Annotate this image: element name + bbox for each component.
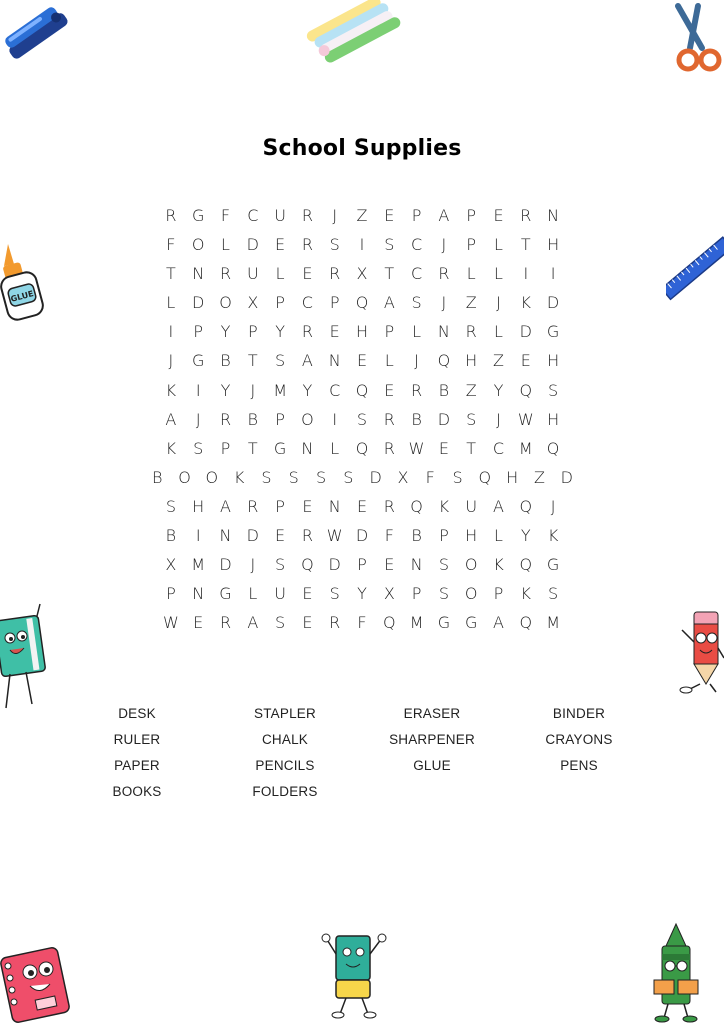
grid-letter: F bbox=[220, 206, 231, 225]
grid-letter: P bbox=[275, 496, 285, 516]
grid-letter: T bbox=[166, 264, 176, 284]
grid-letter: P bbox=[466, 206, 477, 225]
ruler-icon bbox=[666, 235, 724, 307]
grid-letter: A bbox=[247, 613, 259, 633]
grid-letter: J bbox=[250, 555, 256, 575]
glue-bottle-icon bbox=[0, 242, 46, 322]
grid-letter: D bbox=[328, 555, 341, 575]
word-list-item: SHARPENER bbox=[389, 732, 475, 747]
grid-letter: Z bbox=[465, 380, 477, 400]
word-list-item: BINDER bbox=[552, 706, 606, 721]
grid-letter: Q bbox=[355, 380, 369, 400]
grid-letter: R bbox=[329, 613, 341, 633]
grid-letter: R bbox=[383, 409, 395, 429]
grid-letter: X bbox=[356, 264, 368, 284]
grid-letter: P bbox=[439, 526, 449, 546]
grid-letter: N bbox=[328, 496, 341, 516]
crayon-character-icon bbox=[648, 922, 704, 1024]
grid-letter: Y bbox=[357, 584, 367, 604]
grid-letter: Z bbox=[465, 293, 477, 313]
grid-letter: Q bbox=[355, 438, 369, 458]
grid-row bbox=[0, 259, 724, 288]
grid-letter: X bbox=[247, 293, 259, 313]
grid-letter: D bbox=[192, 293, 205, 313]
grid-letter: P bbox=[275, 293, 285, 313]
grid-letter: R bbox=[329, 264, 341, 284]
grid-letter: P bbox=[329, 293, 340, 313]
grid-letter: Q bbox=[301, 555, 314, 575]
word-list-item: STAPLER bbox=[254, 706, 316, 721]
grid-letter: D bbox=[355, 526, 369, 546]
grid-letter: A bbox=[165, 409, 177, 429]
word-list-item: FOLDERS bbox=[252, 784, 318, 799]
grid-letter: O bbox=[464, 584, 478, 604]
grid-letter: D bbox=[219, 555, 232, 575]
grid-letter: L bbox=[412, 322, 422, 342]
grid-letter: R bbox=[520, 206, 532, 225]
stapler-icon bbox=[0, 0, 70, 62]
grid-letter: I bbox=[195, 526, 201, 546]
grid-letter: D bbox=[246, 235, 259, 255]
grid-letter: Q bbox=[410, 496, 423, 516]
word-list-item: CRAYONS bbox=[545, 732, 613, 747]
grid-letter: T bbox=[384, 264, 395, 284]
grid-letter: E bbox=[302, 264, 313, 284]
grid-letter: P bbox=[193, 322, 204, 342]
grid-letter: G bbox=[219, 584, 232, 604]
grid-letter: A bbox=[438, 206, 450, 225]
grid-letter: Q bbox=[437, 351, 451, 371]
grid-letter: K bbox=[233, 467, 245, 487]
pencil-character-icon bbox=[674, 608, 724, 694]
page-title: School Supplies bbox=[262, 136, 462, 161]
grid-letter: S bbox=[466, 409, 477, 429]
grid-letter: H bbox=[547, 409, 560, 429]
grid-letter: U bbox=[465, 496, 478, 516]
grid-letter: Y bbox=[493, 380, 504, 400]
grid-letter: G bbox=[191, 351, 205, 371]
scissors-icon bbox=[668, 2, 724, 80]
grid-letter: B bbox=[220, 351, 231, 371]
grid-letter: S bbox=[261, 467, 272, 487]
grid-letter: S bbox=[438, 584, 449, 604]
grid-letter: T bbox=[247, 438, 258, 458]
eraser-character-icon bbox=[318, 930, 392, 1020]
grid-letter: D bbox=[560, 467, 573, 487]
grid-letter: P bbox=[220, 438, 231, 458]
grid-letter: N bbox=[410, 555, 423, 575]
grid-letter: G bbox=[546, 322, 560, 342]
grid-letter: N bbox=[219, 526, 232, 546]
grid-letter: W bbox=[517, 409, 534, 429]
grid-letter: E bbox=[302, 613, 313, 633]
grid-letter: S bbox=[165, 496, 176, 516]
grid-letter: Q bbox=[519, 496, 533, 516]
grid-letter: X bbox=[165, 555, 177, 575]
grid-letter: Y bbox=[520, 526, 531, 546]
grid-row bbox=[0, 608, 724, 637]
grid-row bbox=[0, 579, 724, 608]
grid-letter: G bbox=[464, 613, 478, 633]
grid-letter: D bbox=[246, 526, 259, 546]
grid-letter: Q bbox=[478, 467, 492, 487]
grid-letter: N bbox=[437, 322, 450, 342]
grid-letter: O bbox=[219, 293, 232, 313]
grid-letter: P bbox=[411, 206, 422, 225]
grid-row bbox=[0, 550, 724, 579]
grid-letter: Z bbox=[356, 206, 368, 225]
grid-letter: P bbox=[166, 584, 176, 604]
grid-row bbox=[0, 463, 724, 492]
grid-letter: U bbox=[246, 264, 259, 284]
grid-letter: J bbox=[168, 351, 174, 371]
grid-letter: P bbox=[411, 584, 422, 604]
grid-letter: F bbox=[357, 613, 367, 633]
grid-letter: R bbox=[247, 496, 259, 516]
grid-letter: H bbox=[192, 496, 205, 516]
grid-row bbox=[0, 521, 724, 550]
grid-letter: T bbox=[466, 438, 477, 458]
grid-letter: R bbox=[438, 264, 450, 284]
grid-letter: K bbox=[165, 438, 177, 458]
grid-letter: D bbox=[519, 322, 532, 342]
grid-letter: G bbox=[437, 613, 451, 633]
grid-letter: Z bbox=[533, 467, 545, 487]
grid-letter: K bbox=[165, 380, 177, 400]
grid-letter: L bbox=[330, 438, 340, 458]
grid-letter: N bbox=[192, 264, 205, 284]
grid-letter: E bbox=[275, 526, 286, 546]
grid-letter: A bbox=[301, 351, 313, 371]
grid-letter: I bbox=[332, 409, 338, 429]
grid-letter: J bbox=[250, 380, 256, 400]
grid-letter: U bbox=[274, 584, 286, 604]
word-list-item: BOOKS bbox=[112, 784, 162, 799]
grid-letter: S bbox=[548, 584, 559, 604]
grid-letter: Q bbox=[355, 293, 369, 313]
grid-letter: I bbox=[523, 264, 529, 284]
grid-letter: G bbox=[191, 206, 205, 225]
grid-letter: J bbox=[441, 293, 447, 313]
grid-letter: L bbox=[166, 293, 176, 313]
word-list-item: RULER bbox=[113, 732, 161, 747]
grid-letter: S bbox=[356, 409, 368, 429]
grid-letter: D bbox=[546, 293, 560, 313]
grid-letter: E bbox=[520, 351, 531, 371]
grid-letter: M bbox=[273, 380, 287, 400]
grid-letter: E bbox=[493, 206, 504, 225]
grid-letter: R bbox=[301, 235, 313, 255]
grid-letter: S bbox=[438, 555, 449, 575]
grid-letter: Y bbox=[220, 322, 231, 342]
grid-letter: L bbox=[494, 235, 503, 255]
grid-letter: J bbox=[550, 496, 556, 516]
grid-letter: S bbox=[343, 467, 354, 487]
grid-letter: I bbox=[550, 264, 556, 284]
grid-letter: C bbox=[301, 293, 313, 313]
grid-letter: C bbox=[492, 438, 505, 458]
grid-letter: K bbox=[438, 496, 450, 516]
grid-letter: T bbox=[520, 235, 531, 255]
notebook-character-icon bbox=[0, 942, 76, 1024]
grid-letter: K bbox=[547, 526, 559, 546]
grid-letter: C bbox=[411, 235, 423, 255]
grid-letter: S bbox=[329, 584, 340, 604]
grid-letter: M bbox=[409, 613, 424, 633]
grid-letter: E bbox=[438, 438, 449, 458]
grid-letter: R bbox=[219, 264, 232, 284]
grid-row bbox=[0, 346, 724, 375]
grid-letter: K bbox=[520, 584, 532, 604]
grid-letter: O bbox=[301, 409, 314, 429]
grid-letter: H bbox=[355, 322, 369, 342]
word-search-grid bbox=[0, 201, 724, 637]
grid-letter: R bbox=[301, 206, 313, 225]
grid-letter: X bbox=[397, 467, 409, 487]
grid-letter: U bbox=[274, 206, 286, 225]
grid-letter: H bbox=[506, 467, 519, 487]
grid-letter: O bbox=[178, 467, 191, 487]
grid-letter: P bbox=[493, 584, 504, 604]
grid-letter: K bbox=[520, 293, 532, 313]
word-list-item: ERASER bbox=[403, 706, 461, 721]
grid-letter: H bbox=[465, 351, 478, 371]
grid-letter: J bbox=[414, 351, 419, 371]
grid-letter: Q bbox=[383, 613, 396, 633]
grid-letter: L bbox=[494, 264, 503, 284]
grid-letter: W bbox=[326, 526, 343, 546]
grid-letter: R bbox=[465, 322, 477, 342]
grid-letter: G bbox=[273, 438, 287, 458]
grid-letter: B bbox=[438, 380, 450, 400]
grid-letter: H bbox=[547, 235, 560, 255]
grid-letter: B bbox=[411, 409, 422, 429]
grid-letter: S bbox=[288, 467, 299, 487]
grid-letter: L bbox=[494, 526, 503, 546]
grid-letter: F bbox=[384, 526, 394, 546]
grid-letter: E bbox=[384, 380, 395, 400]
grid-letter: S bbox=[411, 293, 422, 313]
svg-text:GLUE: GLUE bbox=[9, 289, 35, 304]
grid-letter: N bbox=[547, 206, 560, 225]
grid-letter: A bbox=[220, 496, 231, 516]
grid-letter: S bbox=[329, 235, 340, 255]
grid-letter: I bbox=[195, 380, 201, 400]
grid-letter: J bbox=[496, 409, 501, 429]
grid-letter: G bbox=[546, 555, 560, 575]
grid-letter: O bbox=[464, 555, 478, 575]
grid-letter: K bbox=[493, 555, 504, 575]
grid-letter: P bbox=[384, 322, 395, 342]
grid-letter: C bbox=[411, 264, 423, 284]
grid-letter: Z bbox=[493, 351, 504, 371]
chalk-icon bbox=[302, 0, 408, 64]
grid-letter: W bbox=[408, 438, 425, 458]
grid-letter: B bbox=[411, 526, 422, 546]
grid-letter: H bbox=[465, 526, 478, 546]
grid-letter: S bbox=[275, 351, 286, 371]
grid-letter: C bbox=[329, 380, 341, 400]
word-list-item: PENS bbox=[560, 758, 598, 773]
grid-row bbox=[0, 288, 724, 317]
grid-row bbox=[0, 230, 724, 259]
grid-letter: D bbox=[437, 409, 451, 429]
grid-row bbox=[0, 376, 724, 405]
grid-letter: S bbox=[275, 613, 286, 633]
grid-letter: S bbox=[193, 438, 204, 458]
grid-letter: L bbox=[221, 235, 230, 255]
grid-letter: A bbox=[383, 293, 395, 313]
grid-letter: F bbox=[425, 467, 435, 487]
grid-letter: O bbox=[205, 467, 219, 487]
grid-letter: Y bbox=[220, 380, 231, 400]
grid-letter: N bbox=[328, 351, 341, 371]
grid-letter: O bbox=[191, 235, 205, 255]
grid-letter: S bbox=[384, 235, 395, 255]
grid-row bbox=[0, 492, 724, 521]
grid-letter: D bbox=[369, 467, 382, 487]
grid-letter: S bbox=[452, 467, 463, 487]
grid-letter: N bbox=[192, 584, 205, 604]
grid-letter: E bbox=[329, 322, 340, 342]
word-list-item: GLUE bbox=[413, 758, 451, 773]
grid-letter: I bbox=[168, 322, 174, 342]
grid-letter: M bbox=[191, 555, 206, 575]
grid-letter: Y bbox=[302, 380, 313, 400]
grid-letter: L bbox=[275, 264, 285, 284]
grid-letter: M bbox=[518, 438, 533, 458]
grid-letter: P bbox=[466, 235, 477, 255]
word-list-item: PAPER bbox=[114, 758, 160, 773]
grid-letter: L bbox=[494, 322, 503, 342]
grid-letter: R bbox=[301, 322, 313, 342]
grid-row bbox=[0, 405, 724, 434]
grid-letter: R bbox=[383, 438, 395, 458]
grid-letter: E bbox=[384, 555, 395, 575]
word-list-item: DESK bbox=[118, 706, 156, 721]
grid-letter: J bbox=[332, 206, 338, 225]
grid-letter: L bbox=[384, 351, 394, 371]
grid-letter: T bbox=[247, 351, 258, 371]
grid-letter: R bbox=[411, 380, 423, 400]
grid-letter: Q bbox=[519, 555, 533, 575]
grid-letter: E bbox=[302, 584, 313, 604]
grid-letter: L bbox=[248, 584, 258, 604]
grid-letter: E bbox=[356, 351, 368, 371]
grid-letter: Y bbox=[275, 322, 285, 342]
grid-letter: E bbox=[193, 613, 204, 633]
grid-letter: X bbox=[383, 584, 395, 604]
grid-letter: L bbox=[466, 264, 476, 284]
grid-letter: P bbox=[275, 409, 285, 429]
word-list-item: CHALK bbox=[261, 732, 308, 747]
grid-letter: F bbox=[166, 235, 176, 255]
grid-letter: S bbox=[275, 555, 286, 575]
grid-letter: P bbox=[247, 322, 258, 342]
grid-letter: R bbox=[383, 496, 395, 516]
grid-letter: P bbox=[357, 555, 367, 575]
grid-letter: J bbox=[496, 293, 501, 313]
grid-row bbox=[0, 317, 724, 346]
grid-letter: R bbox=[301, 526, 313, 546]
grid-letter: Q bbox=[519, 613, 533, 633]
grid-letter: H bbox=[547, 351, 560, 371]
grid-letter: R bbox=[219, 409, 232, 429]
grid-letter: C bbox=[247, 206, 259, 225]
book-character-icon bbox=[0, 600, 50, 712]
grid-letter: B bbox=[247, 409, 259, 429]
grid-letter: B bbox=[152, 467, 163, 487]
grid-letter: J bbox=[195, 409, 201, 429]
grid-letter: M bbox=[546, 613, 560, 633]
grid-row bbox=[0, 201, 724, 230]
grid-letter: R bbox=[165, 206, 177, 225]
grid-row bbox=[0, 434, 724, 463]
grid-letter: I bbox=[359, 235, 365, 255]
grid-letter: B bbox=[165, 526, 177, 546]
grid-letter: J bbox=[441, 235, 447, 255]
grid-letter: W bbox=[162, 613, 179, 633]
grid-letter: N bbox=[301, 438, 314, 458]
grid-letter: S bbox=[548, 380, 559, 400]
grid-letter: E bbox=[384, 206, 395, 225]
grid-letter: E bbox=[275, 235, 286, 255]
grid-letter: Q bbox=[546, 438, 560, 458]
grid-letter: E bbox=[302, 496, 313, 516]
grid-letter: S bbox=[315, 467, 327, 487]
grid-letter: E bbox=[356, 496, 368, 516]
grid-letter: R bbox=[219, 613, 232, 633]
word-list-item: PENCILS bbox=[255, 758, 315, 773]
grid-letter: Q bbox=[519, 380, 533, 400]
grid-letter: A bbox=[493, 496, 504, 516]
grid-letter: A bbox=[493, 613, 504, 633]
